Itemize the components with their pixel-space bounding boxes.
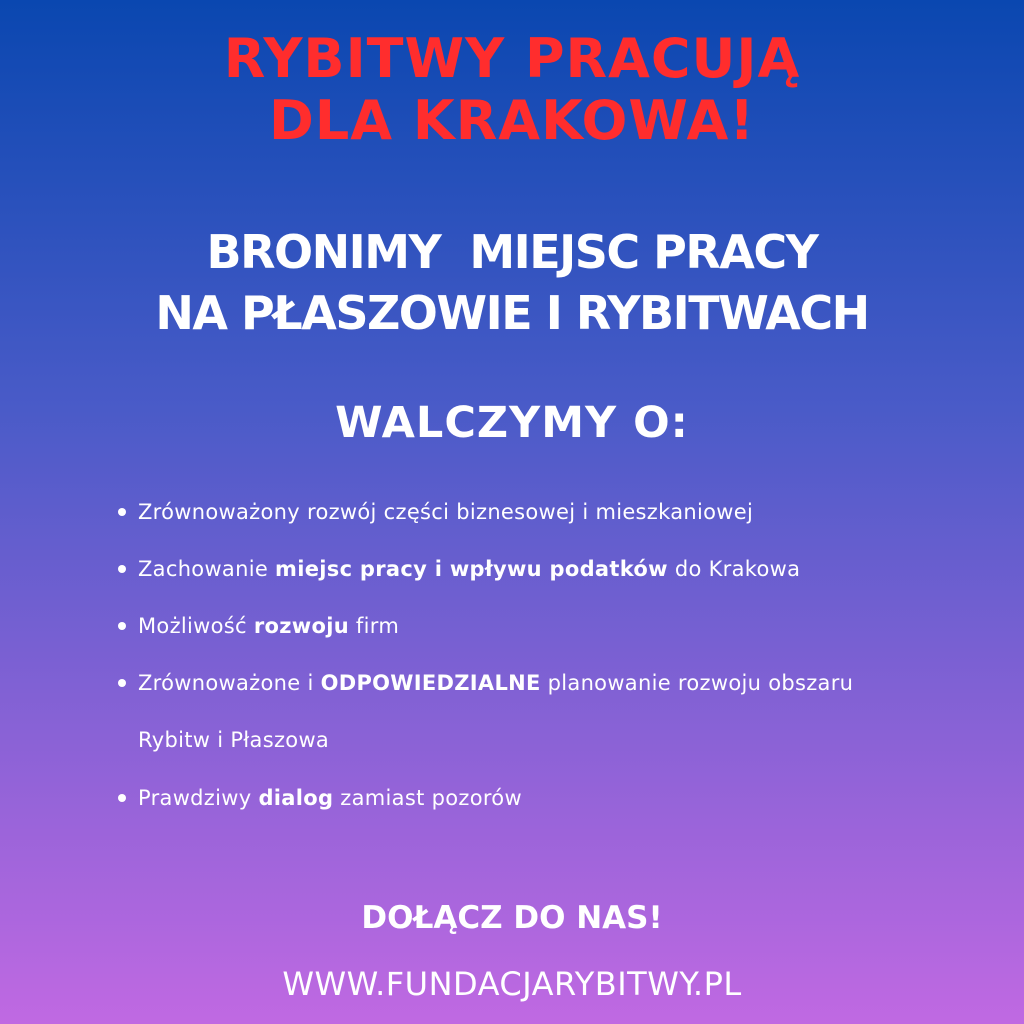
list-item-text-pre: Zachowanie: [138, 557, 276, 581]
list-item: [116, 494, 976, 530]
join-us-cta: DOŁĄCZ DO NAS!: [361, 900, 663, 936]
bullet-icon: [118, 565, 126, 573]
list-item-text-pre: Prawdziwy: [138, 786, 259, 810]
subheadline: [0, 222, 1024, 344]
headline-line-2: DLA KRAKOWA!: [269, 89, 755, 152]
list-item-text-bold: ODPOWIEDZIALNE: [320, 671, 541, 695]
bullet-icon: [118, 622, 126, 630]
list-item-text-pre: Zrównoważone i: [138, 671, 321, 695]
list-item-text-bold: dialog: [258, 786, 334, 810]
bullet-icon: [118, 508, 126, 516]
demands-list: [116, 494, 976, 816]
list-item-text: Zrównoważony rozwój części biznesowej i mieszkaniowej: [138, 500, 754, 524]
subheadline-line-2: NA PŁASZOWIE I RYBITWACH: [155, 286, 869, 340]
website-link[interactable]: WWW.FUNDACJARYBITWY.PL: [282, 965, 742, 1003]
list-item-text-post: firm: [348, 614, 400, 638]
list-item-text-post: planowanie rozwoju obszaru Rybitw i Płaszowa: [138, 671, 854, 752]
list-item-text-post: zamiast pozorów: [333, 786, 522, 810]
bullet-icon: [118, 679, 126, 687]
list-item: [116, 780, 976, 816]
fight-heading: WALCZYMY O:: [335, 398, 689, 448]
list-item: [116, 608, 976, 644]
list-item-text-bold: miejsc pracy i wpływu podatków: [275, 557, 668, 581]
list-item-text-pre: Możliwość: [138, 614, 254, 638]
headline-line-1: RYBITWY PRACUJĄ: [223, 27, 801, 90]
bullet-icon: [118, 794, 126, 802]
list-item: [116, 655, 868, 769]
headline: [0, 28, 1024, 152]
subheadline-line-1: BRONIMY MIEJSC PRACY: [206, 225, 818, 279]
list-item-text-bold: rozwoju: [253, 614, 349, 638]
list-item: [116, 551, 976, 587]
list-item-text-post: do Krakowa: [667, 557, 801, 581]
